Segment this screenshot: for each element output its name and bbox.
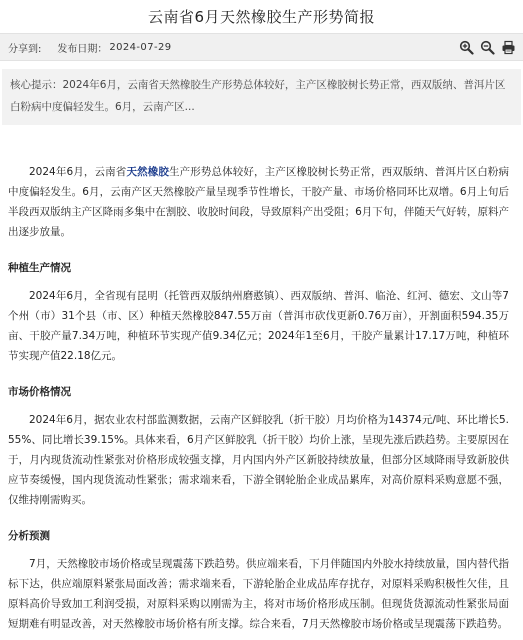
publish-date-value: 2024-07-29 xyxy=(109,41,172,53)
summary-box: 核心提示：2024年6月，云南省天然橡胶生产形势总体较好，主产区橡胶树长势正常，西双版纳、普洱片区白粉病中度偏轻发生。6月，云南产区... xyxy=(2,69,521,125)
zoom-in-icon[interactable] xyxy=(458,39,475,56)
publish-date-label: 发布日期： xyxy=(57,43,108,55)
print-icon[interactable] xyxy=(500,39,517,56)
planting-paragraph: 2024年6月，全省现有昆明（托管西双版纳州磨憨镇）、西双版纳、普洱、临沧、红河、德宏、文山等7个州（市）31个县（市、区）种植天然橡胶847.55万亩（普洱市砍伐更新0.76万亩），开割面积594.35万亩、干胶产量7.34万吨，种植环节实现产值9.34亿元；2024年1至6月，干胶产量累计17.17万吨，种植环节实现产值22.18亿元。 xyxy=(8,290,509,362)
intro-paragraph: 2024年6月，云南省天然橡胶生产形势总体较好，主产区橡胶树长势正常，西双版纳、普洱片区白粉病中度偏轻发生。6月，云南产区天然橡胶产量呈现季节性增长，干胶产量、市场价格同环比双增。6月上旬后半段西双版纳主产区降雨多集中在割胶、收胶时间段，导致原料产出受阻；6月下旬，伴随天气好转，原料产出逐步放量。 xyxy=(8,166,510,238)
market-paragraph: 2024年6月，据农业农村部监测数据，云南产区鲜胶乳（折干胶）月均价格为14374元/吨、环比增长5.55%、同比增长39.15%。具体来看，6月产区鲜胶乳（折干胶）均价上涨，呈现先涨后跌趋势。主要原因在于，月内现货流动性紧张对价格形成较强支撑，月内国内外产区新胶持续放量，但部分区域降雨导致新胶供应节奏缓慢，国内现货流动性紧张；需求端来看，下游全钢轮胎企业成品累库，对高价原料采购意愿不强，仅维持刚需购买。 xyxy=(8,414,509,506)
keyword-link[interactable]: 天然橡胶 xyxy=(126,166,169,178)
section-heading-forecast: 分析预测 xyxy=(8,530,50,542)
forecast-paragraph: 7月，天然橡胶市场价格或呈现震荡下跌趋势。供应端来看，下月伴随国内外胶水持续放量，国内替代指标下达，供应端原料紧张局面改善；需求端来看，下游轮胎企业成品库存扰存，对原料采购积极性欠佳，且原料高价导致加工利润受损，对原料采购以刚需为主，将对市场价格形成压制。但现货货源流动性紧张局面短期难有明显改善，对天然橡胶市场价格有所支撑。综合来看，7月天然橡胶市场价格或呈现震荡下跌趋势。 xyxy=(8,558,509,630)
page-title: 云南省6月天然橡胶生产形势简报 xyxy=(147,8,376,26)
article-body xyxy=(0,125,523,634)
article-toolbar xyxy=(0,33,523,61)
share-label[interactable]: 分享到: xyxy=(8,43,42,55)
reading-tools xyxy=(458,39,517,56)
zoom-out-icon[interactable] xyxy=(479,39,496,56)
section-heading-market: 市场价格情况 xyxy=(8,386,71,398)
section-heading-planting: 种植生产情况 xyxy=(8,262,71,274)
